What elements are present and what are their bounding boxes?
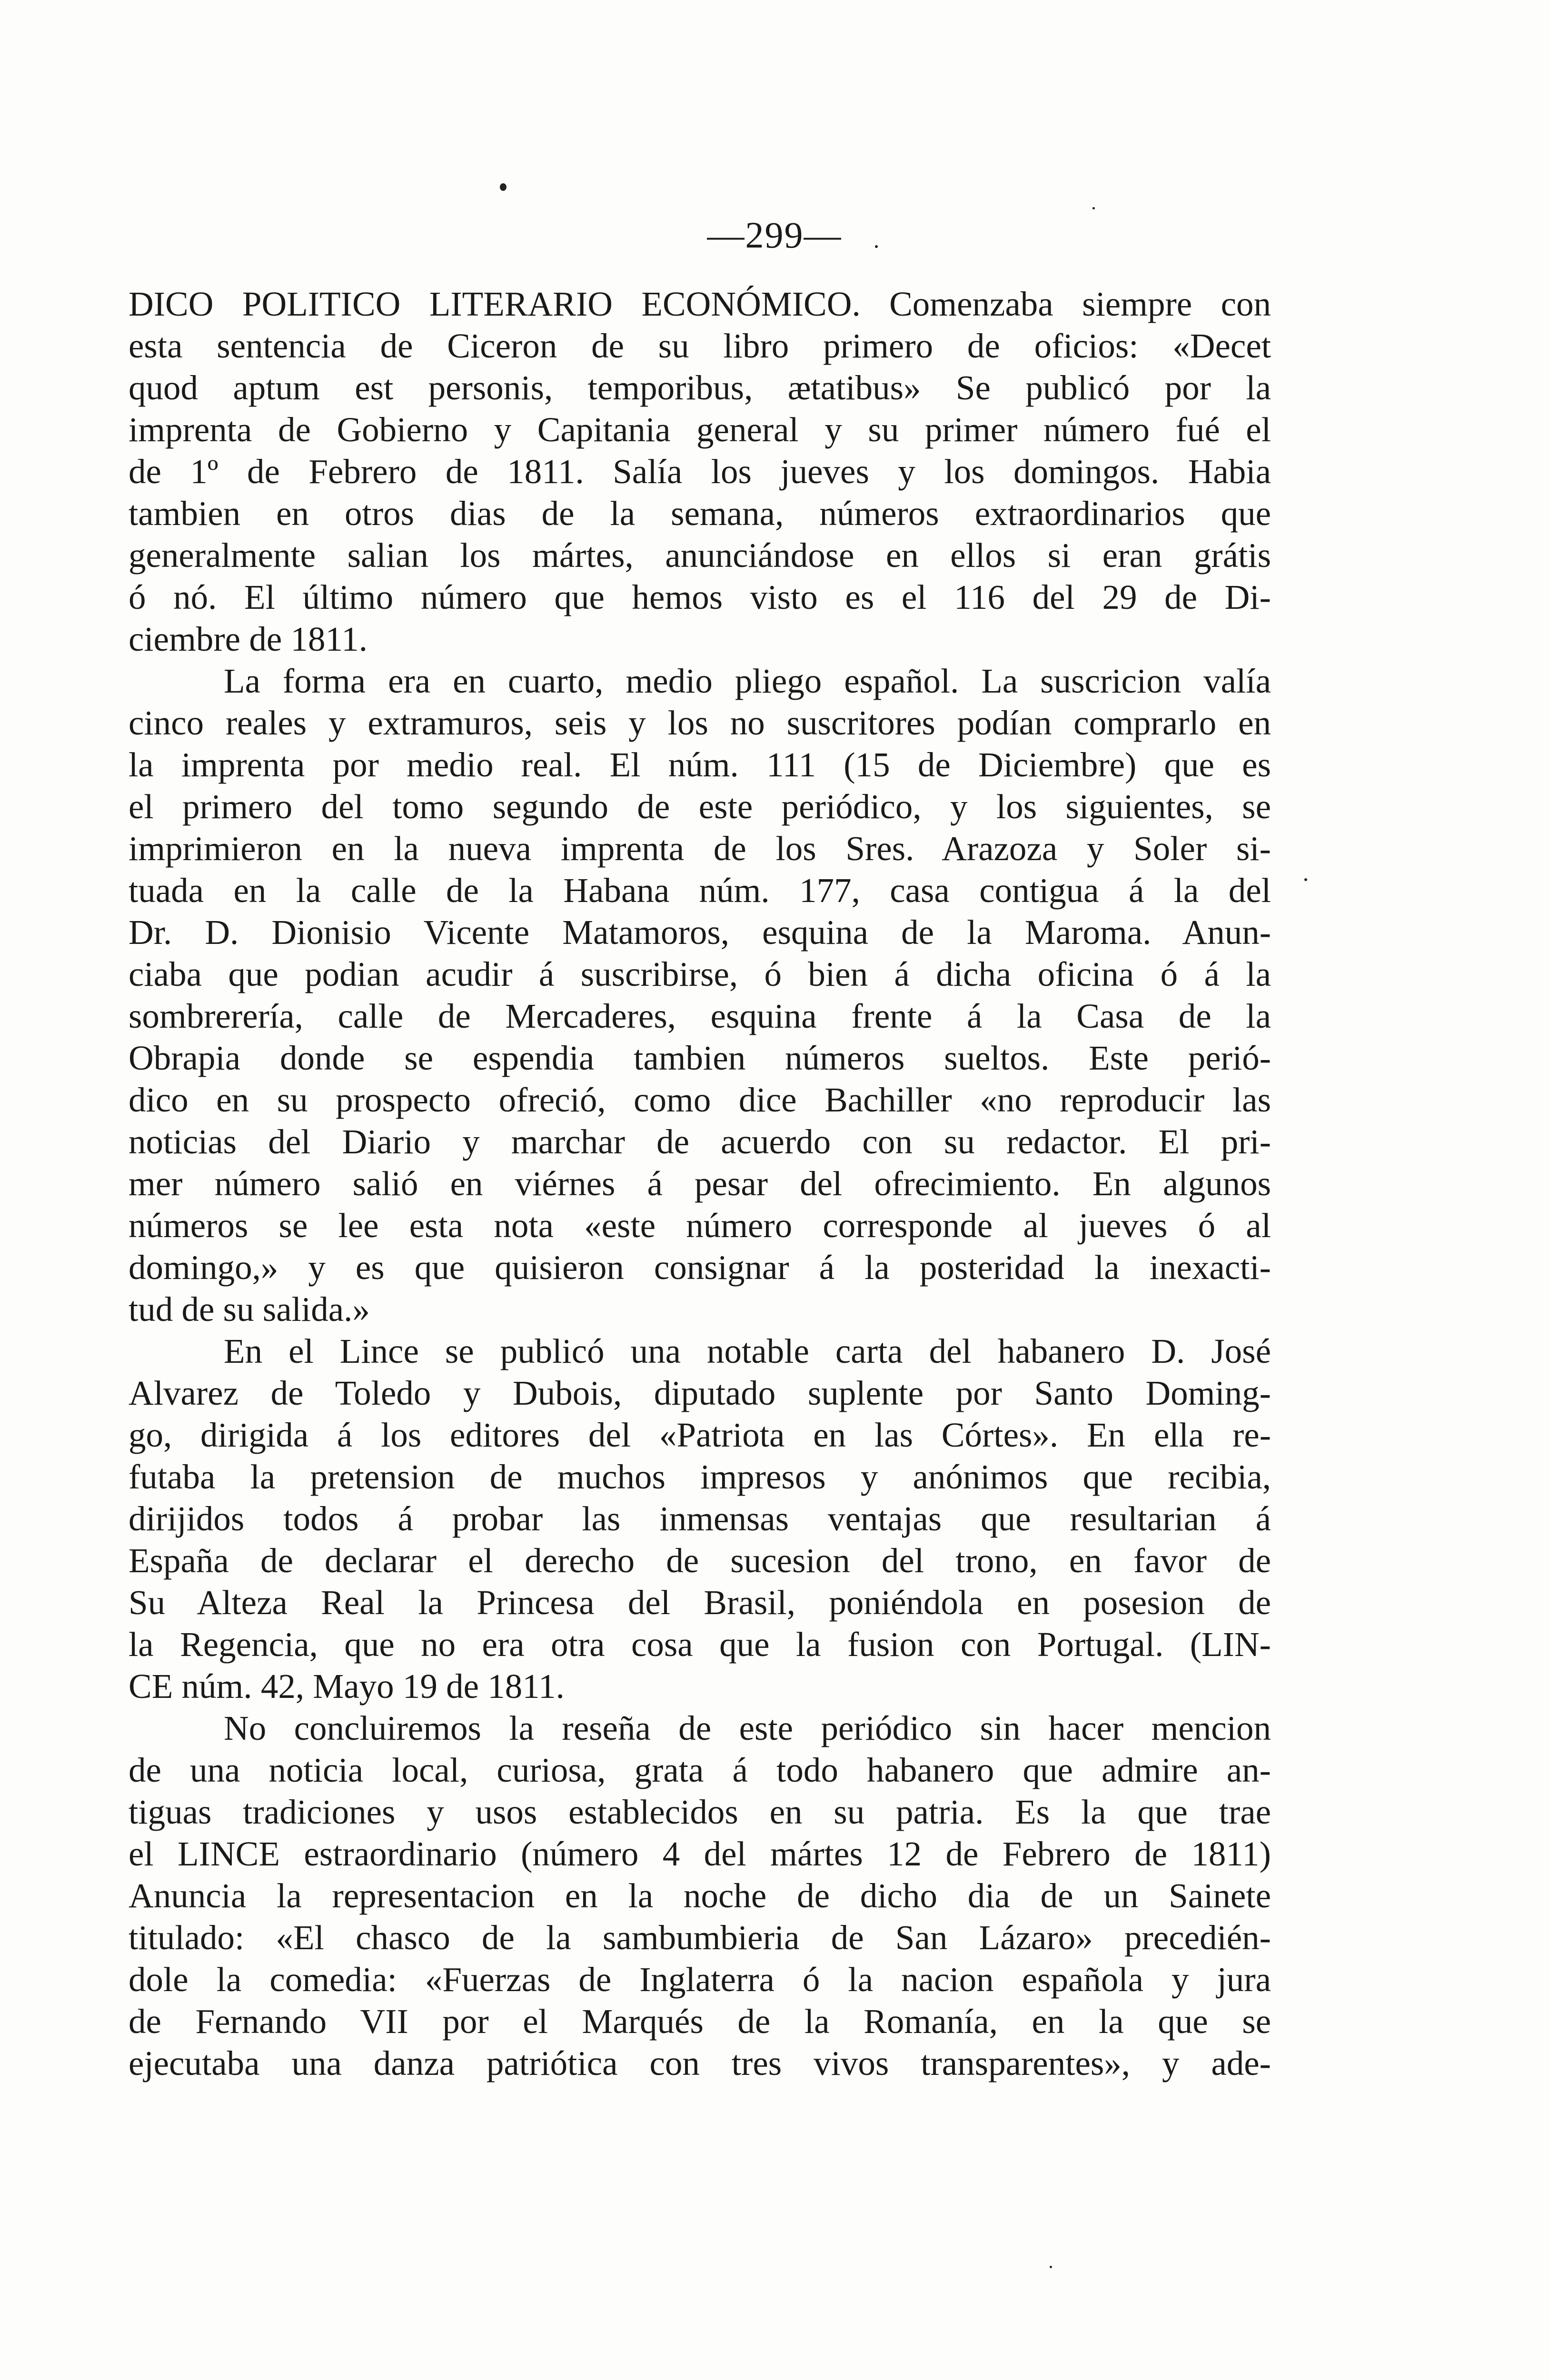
paragraph — [129, 283, 1271, 660]
text-line: CE núm. 42, Mayo 19 de 1811. — [129, 1667, 565, 1706]
text-line: cinco reales y extramuros, seis y los no suscritores podían comprarlo en — [129, 704, 1271, 742]
text-line: tambien en otros dias de la semana, números extraordinarios que — [129, 494, 1271, 533]
text-line: ejecutaba una danza patriótica con tres vivos transparentes», y ade- — [129, 2044, 1271, 2082]
text-line: de una noticia local, curiosa, grata á todo habanero que admire an- — [129, 1751, 1271, 1789]
ink-speck — [1092, 207, 1095, 209]
page-number: —299— — [707, 214, 842, 256]
text-line: Su Alteza Real la Princesa del Brasil, poniéndola en posesion de — [129, 1583, 1271, 1622]
text-line: tuada en la calle de la Habana núm. 177, casa contigua á la del — [129, 871, 1271, 910]
text-line: de Fernando VII por el Marqués de la Romanía, en la que se — [129, 2002, 1271, 2041]
text-line: Obrapia donde se espendia tambien números sueltos. Este perió- — [129, 1039, 1271, 1077]
text-line: números se lee esta nota «este número corresponde al jueves ó al — [129, 1206, 1271, 1245]
text-line: ciembre de 1811. — [129, 620, 368, 658]
text-line: Anuncia la representacion en la noche de dicho dia de un Sainete — [129, 1876, 1271, 1915]
text-line: España de declarar el derecho de sucesion del trono, en favor de — [129, 1541, 1271, 1580]
text-line: quod aptum est personis, temporibus, ætatibus» Se publicó por la — [129, 368, 1271, 407]
text-line: go, dirigida á los editores del «Patriota en las Córtes». En ella re- — [129, 1416, 1271, 1454]
ink-speck — [1304, 878, 1307, 881]
body-text — [129, 283, 1271, 2084]
text-line: dole la comedia: «Fuerzas de Inglaterra ó la nacion española y jura — [129, 1960, 1271, 1999]
ink-speck — [500, 183, 506, 191]
text-line: esta sentencia de Ciceron de su libro primero de oficios: «Decet — [129, 327, 1271, 365]
text-line: La forma era en cuarto, medio pliego español. La suscricion valía — [224, 662, 1271, 700]
text-line: dirijidos todos á probar las inmensas ventajas que resultarian á — [129, 1499, 1271, 1538]
text-line: noticias del Diario y marchar de acuerdo con su redactor. El pri- — [129, 1122, 1271, 1161]
text-line: titulado: «El chasco de la sambumbieria de San Lázaro» precedién- — [129, 1918, 1271, 1957]
text-line: tiguas tradiciones y usos establecidos en su patria. Es la que trae — [129, 1793, 1271, 1831]
text-line: tud de su salida.» — [129, 1290, 370, 1329]
paragraph — [129, 660, 1271, 1330]
text-line: Dr. D. Dionisio Vicente Matamoros, esquina de la Maroma. Anun- — [129, 913, 1271, 952]
text-line: sombrerería, calle de Mercaderes, esquina frente á la Casa de la — [129, 997, 1271, 1035]
ink-speck — [1050, 2266, 1052, 2268]
text-line: la imprenta por medio real. El núm. 111 (15 de Diciembre) que es — [129, 745, 1271, 784]
text-line: la Regencia, que no era otra cosa que la fusion con Portugal. (LIN- — [129, 1625, 1271, 1664]
text-line: el LINCE estraordinario (número 4 del mártes 12 de Febrero de 1811) — [129, 1835, 1271, 1873]
text-line: de 1º de Febrero de 1811. Salía los jueves y los domingos. Habia — [129, 452, 1271, 491]
text-line: Alvarez de Toledo y Dubois, diputado suplente por Santo Doming- — [129, 1374, 1271, 1412]
text-line: dico en su prospecto ofreció, como dice Bachiller «no reproducir las — [129, 1081, 1271, 1119]
text-line: ciaba que podian acudir á suscribirse, ó bien á dicha oficina ó á la — [129, 955, 1271, 993]
text-line: ó nó. El último número que hemos visto es el 116 del 29 de Di- — [129, 578, 1271, 616]
text-line: DICO POLITICO LITERARIO ECONÓMICO. Comenzaba siempre con — [129, 285, 1271, 323]
text-line: el primero del tomo segundo de este periódico, y los siguientes, se — [129, 787, 1271, 826]
text-line: No concluiremos la reseña de este periódico sin hacer mencion — [224, 1709, 1271, 1747]
paragraph — [129, 1330, 1271, 1707]
text-line: En el Lince se publicó una notable carta del habanero D. José — [224, 1332, 1271, 1370]
text-line: mer número salió en viérnes á pesar del ofrecimiento. En algunos — [129, 1164, 1271, 1203]
text-line: imprimieron en la nueva imprenta de los Sres. Arazoza y Soler si- — [129, 829, 1271, 868]
text-line: futaba la pretension de muchos impresos y anónimos que recibia, — [129, 1458, 1271, 1496]
text-line: generalmente salian los mártes, anunciándose en ellos si eran grátis — [129, 536, 1271, 575]
text-line: domingo,» y es que quisieron consignar á la posteridad la inexacti- — [129, 1248, 1271, 1287]
text-line: imprenta de Gobierno y Capitania general y su primer número fué el — [129, 410, 1271, 449]
paragraph — [129, 1707, 1271, 2084]
